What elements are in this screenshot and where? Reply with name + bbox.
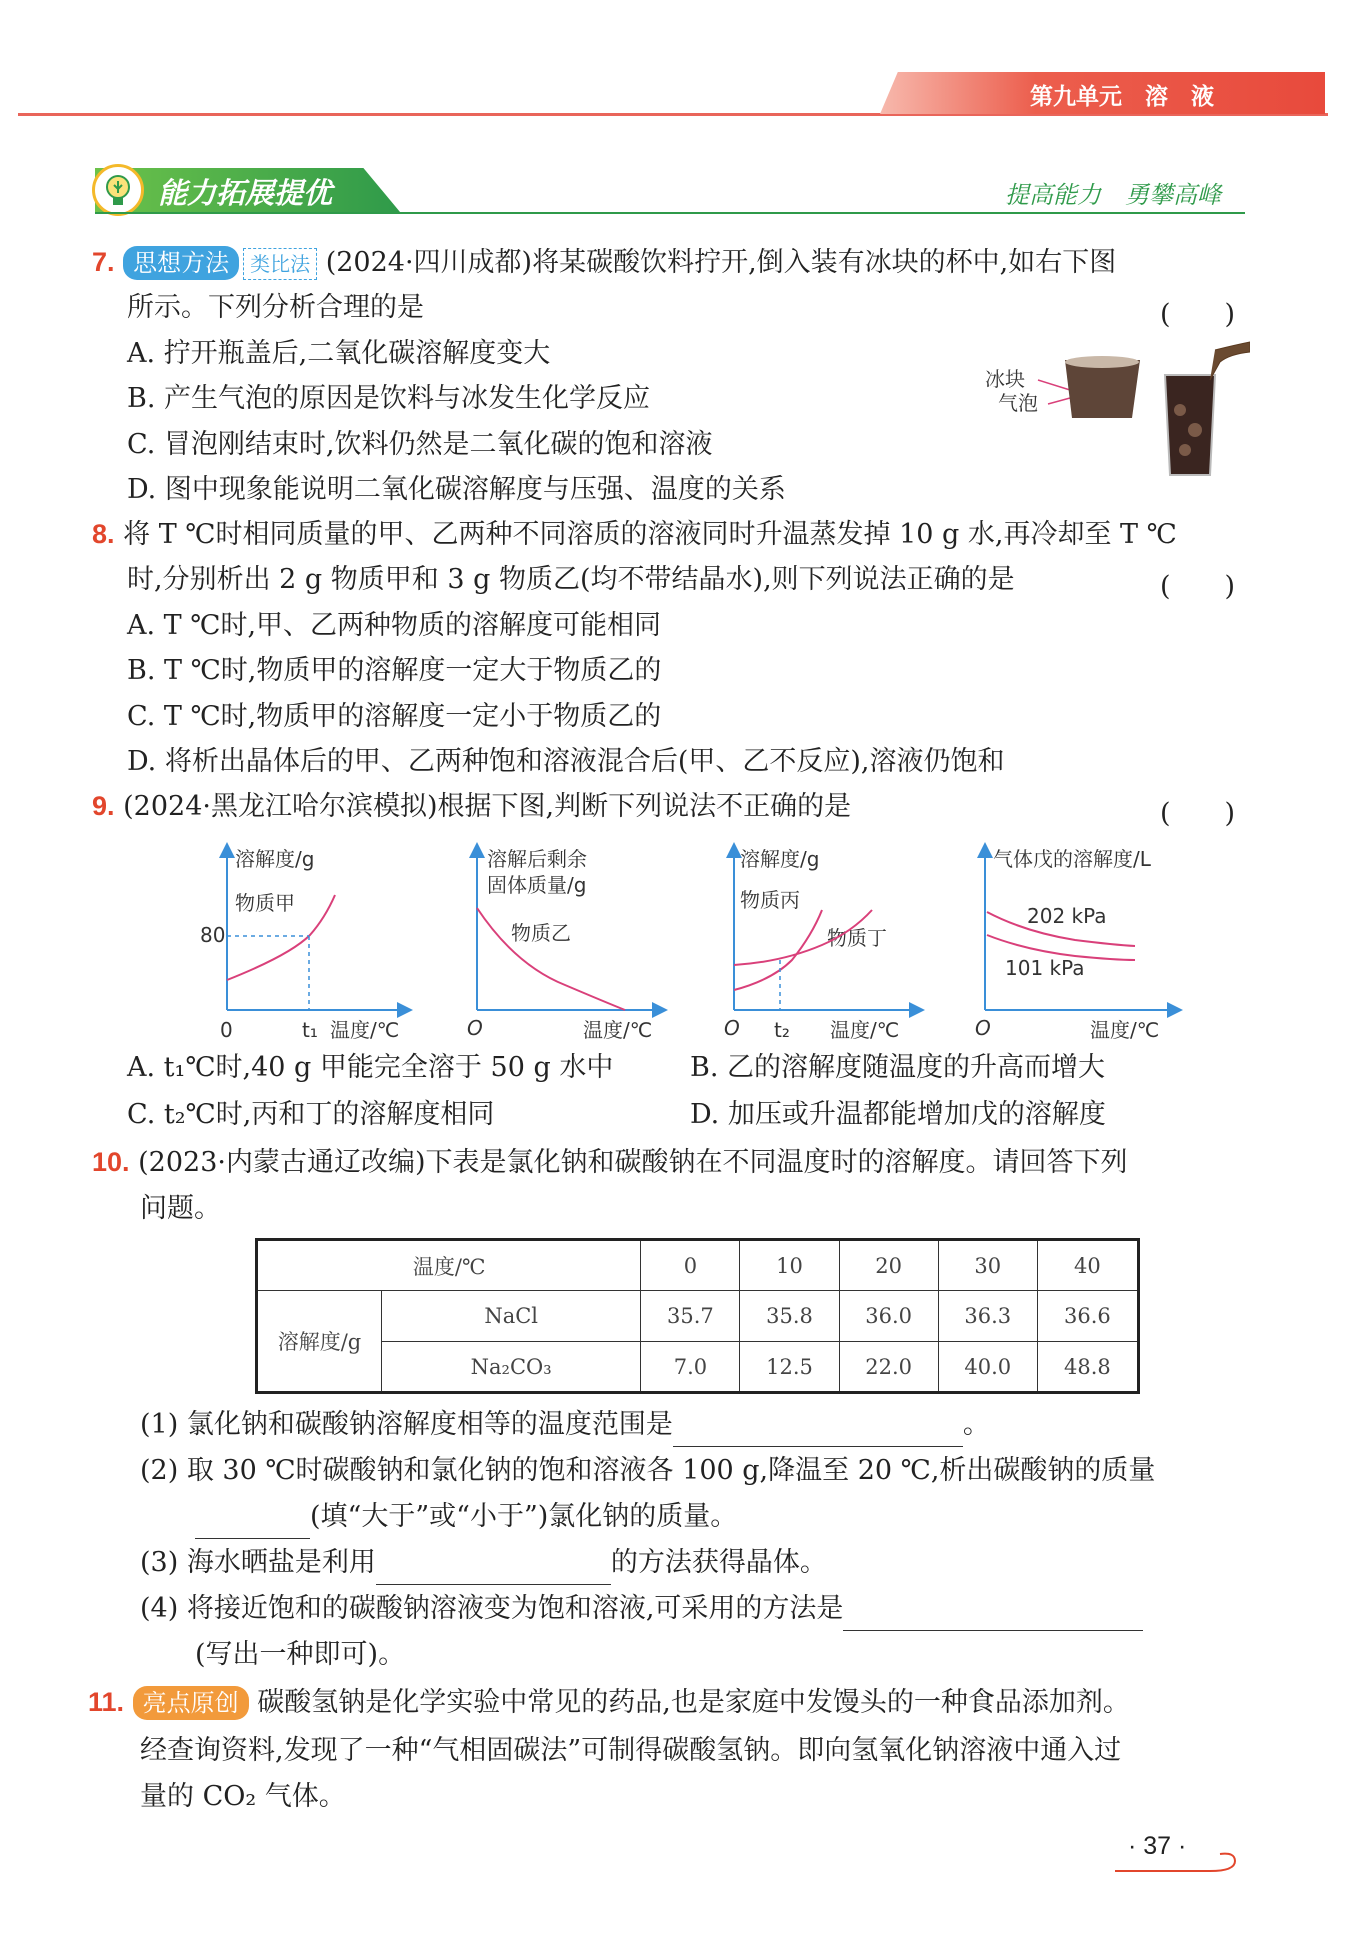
table-cell: 36.3 bbox=[938, 1291, 1037, 1342]
chart-c-series-label-1: 物质丙 bbox=[740, 888, 800, 912]
cup-closeup bbox=[1065, 360, 1140, 418]
section-underline bbox=[95, 212, 1245, 214]
q10-sub3-b: 的方法获得晶体。 bbox=[610, 1547, 827, 1578]
q8-number: 8. bbox=[92, 519, 115, 549]
q10-line1 bbox=[92, 1140, 1128, 1185]
chart-a-xlabel: 温度/℃ bbox=[330, 1018, 400, 1040]
q10-sub1 bbox=[140, 1402, 990, 1447]
chart-b-xlabel: 温度/℃ bbox=[583, 1018, 653, 1040]
q11-stem-3: 量的 CO₂ 气体。 bbox=[140, 1781, 346, 1812]
table-cell: 7.0 bbox=[641, 1342, 740, 1393]
q7-option-d: D. 图中现象能说明二氧化碳溶解度与压强、温度的关系 bbox=[127, 474, 786, 505]
header-unit-title: 第九单元 溶 液 bbox=[1030, 84, 1214, 110]
table-cell: 36.0 bbox=[839, 1291, 938, 1342]
q11-stem-2: 经查询资料,发现了一种“气相固碳法”可制得碳酸氢钠。即向氢氧化钠溶液中通入过 bbox=[140, 1735, 1122, 1766]
q10-sub1-text: (1) 氯化钠和碳酸钠溶解度相等的温度范围是 bbox=[140, 1409, 673, 1440]
table-sol-label: 溶解度/g bbox=[257, 1291, 382, 1393]
q7-option-c: C. 冒泡刚结束时,饮料仍然是二氧化碳的饱和溶液 bbox=[127, 429, 713, 460]
q7-fig-label-bubble: 气泡 bbox=[998, 391, 1038, 415]
table-row bbox=[257, 1291, 1139, 1342]
chart-a-ymark: 80 bbox=[200, 923, 226, 947]
q10-sub3-blank[interactable] bbox=[376, 1555, 611, 1585]
chart-c-xmark: t₂ bbox=[774, 1018, 790, 1040]
section-title: 能力拓展提优 bbox=[158, 176, 333, 210]
chart-a-ylabel: 溶解度/g bbox=[235, 847, 315, 871]
q11-stem-1: 碳酸氢钠是化学实验中常见的药品,也是家庭中发馒头的一种食品添加剂。 bbox=[257, 1687, 1130, 1718]
q11-original-tag: 亮点原创 bbox=[133, 1686, 249, 1720]
q10-sub3-a: (3) 海水晒盐是利用 bbox=[140, 1547, 376, 1578]
table-cell: 30 bbox=[938, 1240, 1037, 1291]
q7-stem-2: 所示。下列分析合理的是 bbox=[127, 292, 424, 323]
q9-option-c: C. t₂℃时,丙和丁的溶解度相同 bbox=[127, 1099, 495, 1130]
table-cell: 10 bbox=[740, 1240, 839, 1291]
q10-sub4 bbox=[140, 1586, 1143, 1631]
q7-number: 7. bbox=[92, 247, 115, 277]
q10-sub2-a: (2) 取 30 ℃时碳酸钠和氯化钠的饱和溶液各 100 g,降温至 20 ℃,析出碳酸钠的质量 bbox=[140, 1455, 1156, 1486]
table-row bbox=[257, 1342, 1139, 1393]
q10-number: 10. bbox=[92, 1147, 130, 1177]
table-cell: 40 bbox=[1037, 1240, 1138, 1291]
q10-stem-2: 问题。 bbox=[140, 1193, 221, 1224]
q11-line1 bbox=[88, 1680, 1130, 1725]
q7-stem-1: (2024·四川成都)将某碳酸饮料拧开,倒入装有冰块的杯中,如右下图 bbox=[325, 247, 1117, 278]
glass-icon bbox=[1165, 375, 1215, 475]
q10-sub4-b: (写出一种即可)。 bbox=[195, 1639, 406, 1670]
q8-option-b: B. T ℃时,物质甲的溶解度一定大于物质乙的 bbox=[127, 655, 662, 686]
q7-method-tag: 思想方法 bbox=[123, 246, 239, 280]
q9-option-a: A. t₁℃时,40 g 甲能完全溶于 50 g 水中 bbox=[127, 1052, 614, 1083]
table-row bbox=[257, 1240, 1139, 1291]
chart-c-ylabel: 溶解度/g bbox=[740, 847, 820, 871]
q9-line1 bbox=[92, 784, 851, 829]
table-row-name: Na₂CO₃ bbox=[382, 1342, 641, 1393]
q8-option-c: C. T ℃时,物质甲的溶解度一定小于物质乙的 bbox=[127, 701, 662, 732]
q9-chart-d bbox=[965, 840, 1185, 1040]
q7-fig-label-ice: 冰块 bbox=[985, 367, 1025, 391]
q8-option-d: D. 将析出晶体后的甲、乙两种饱和溶液混合后(甲、乙不反应),溶液仍饱和 bbox=[127, 746, 1005, 777]
table-cell: 40.0 bbox=[938, 1342, 1037, 1393]
lightbulb-icon bbox=[95, 167, 141, 213]
q10-sub2-b: (填“大于”或“小于”)氯化钠的质量。 bbox=[310, 1501, 738, 1532]
q8-option-a: A. T ℃时,甲、乙两种物质的溶解度可能相同 bbox=[127, 610, 662, 641]
chart-d-xlabel: 温度/℃ bbox=[1090, 1018, 1160, 1040]
q10-sub2-blank[interactable] bbox=[195, 1509, 310, 1539]
chart-b-ylabel-1: 溶解后剩余 bbox=[487, 847, 587, 871]
chart-c-xlabel: 温度/℃ bbox=[830, 1018, 900, 1040]
q10-stem-1: (2023·内蒙古通辽改编)下表是氯化钠和碳酸钠在不同温度时的溶解度。请回答下列 bbox=[138, 1147, 1128, 1178]
q8-stem-2: 时,分别析出 2 g 物质甲和 3 g 物质乙(均不带结晶水),则下列说法正确的是 bbox=[127, 564, 1015, 595]
q10-sub1-blank[interactable] bbox=[673, 1417, 963, 1447]
table-temp-header: 温度/℃ bbox=[257, 1240, 641, 1291]
q7-answer-paren: ( ) bbox=[1160, 299, 1236, 330]
chart-b-series-label: 物质乙 bbox=[511, 921, 571, 945]
q9-option-b: B. 乙的溶解度随温度的升高而增大 bbox=[690, 1052, 1106, 1083]
chart-c-origin: O bbox=[724, 1016, 740, 1040]
chart-a-origin: 0 bbox=[220, 1018, 233, 1040]
section-slogan: 提高能力 勇攀高峰 bbox=[1005, 181, 1221, 209]
chart-d-ylabel: 气体戊的溶解度/L bbox=[993, 847, 1151, 871]
table-cell: 22.0 bbox=[839, 1342, 938, 1393]
chart-a-xmark: t₁ bbox=[302, 1018, 318, 1040]
q9-chart-b bbox=[455, 840, 680, 1040]
chart-d-series-label-2: 101 kPa bbox=[1005, 956, 1085, 980]
table-cell: 48.8 bbox=[1037, 1342, 1138, 1393]
q9-option-d: D. 加压或升温都能增加戊的溶解度 bbox=[690, 1099, 1106, 1130]
page-number-swoosh-icon bbox=[1110, 1846, 1240, 1876]
chart-d-origin: O bbox=[975, 1016, 991, 1040]
table-cell: 20 bbox=[839, 1240, 938, 1291]
page-number: · 37 · bbox=[1128, 1832, 1187, 1860]
chart-c-series-label-2: 物质丁 bbox=[827, 926, 887, 950]
q9-number: 9. bbox=[92, 791, 115, 821]
q9-chart-a bbox=[195, 840, 420, 1040]
q8-line1 bbox=[92, 512, 1177, 557]
q7-option-a: A. 拧开瓶盖后,二氧化碳溶解度变大 bbox=[127, 338, 551, 369]
q10-sub4-a: (4) 将接近饱和的碳酸钠溶液变为饱和溶液,可采用的方法是 bbox=[140, 1593, 844, 1624]
table-cell: 35.7 bbox=[641, 1291, 740, 1342]
q10-sub2-line2 bbox=[195, 1494, 737, 1539]
q10-sub3 bbox=[140, 1540, 827, 1585]
q7-line1 bbox=[92, 240, 1116, 285]
q7-method-subtag: 类比法 bbox=[243, 248, 317, 280]
q7-figure bbox=[980, 340, 1250, 480]
chart-b-ylabel-2: 固体质量/g bbox=[487, 873, 587, 897]
table-row-name: NaCl bbox=[382, 1291, 641, 1342]
chart-b-origin: O bbox=[467, 1016, 483, 1040]
q8-answer-paren: ( ) bbox=[1160, 571, 1236, 602]
q10-sub1-end: 。 bbox=[962, 1409, 990, 1440]
q9-answer-paren: ( ) bbox=[1160, 798, 1236, 829]
section-icon bbox=[92, 164, 144, 216]
q9-chart-c bbox=[712, 840, 937, 1040]
table-cell: 0 bbox=[641, 1240, 740, 1291]
table-cell: 35.8 bbox=[740, 1291, 839, 1342]
chart-a-series-label: 物质甲 bbox=[235, 891, 295, 915]
chart-d-series-label-1: 202 kPa bbox=[1027, 904, 1107, 928]
q11-number: 11. bbox=[88, 1687, 125, 1717]
q10-sub4-blank[interactable] bbox=[843, 1601, 1143, 1631]
solubility-table bbox=[255, 1238, 1140, 1394]
q9-stem-1: (2024·黑龙江哈尔滨模拟)根据下图,判断下列说法不正确的是 bbox=[123, 791, 852, 822]
table-cell: 12.5 bbox=[740, 1342, 839, 1393]
q7-option-b: B. 产生气泡的原因是饮料与冰发生化学反应 bbox=[127, 383, 651, 414]
q8-stem-1: 将 T ℃时相同质量的甲、乙两种不同溶质的溶液同时升温蒸发掉 10 g 水,再冷却至 T ℃ bbox=[123, 519, 1177, 550]
table-cell: 36.6 bbox=[1037, 1291, 1138, 1342]
